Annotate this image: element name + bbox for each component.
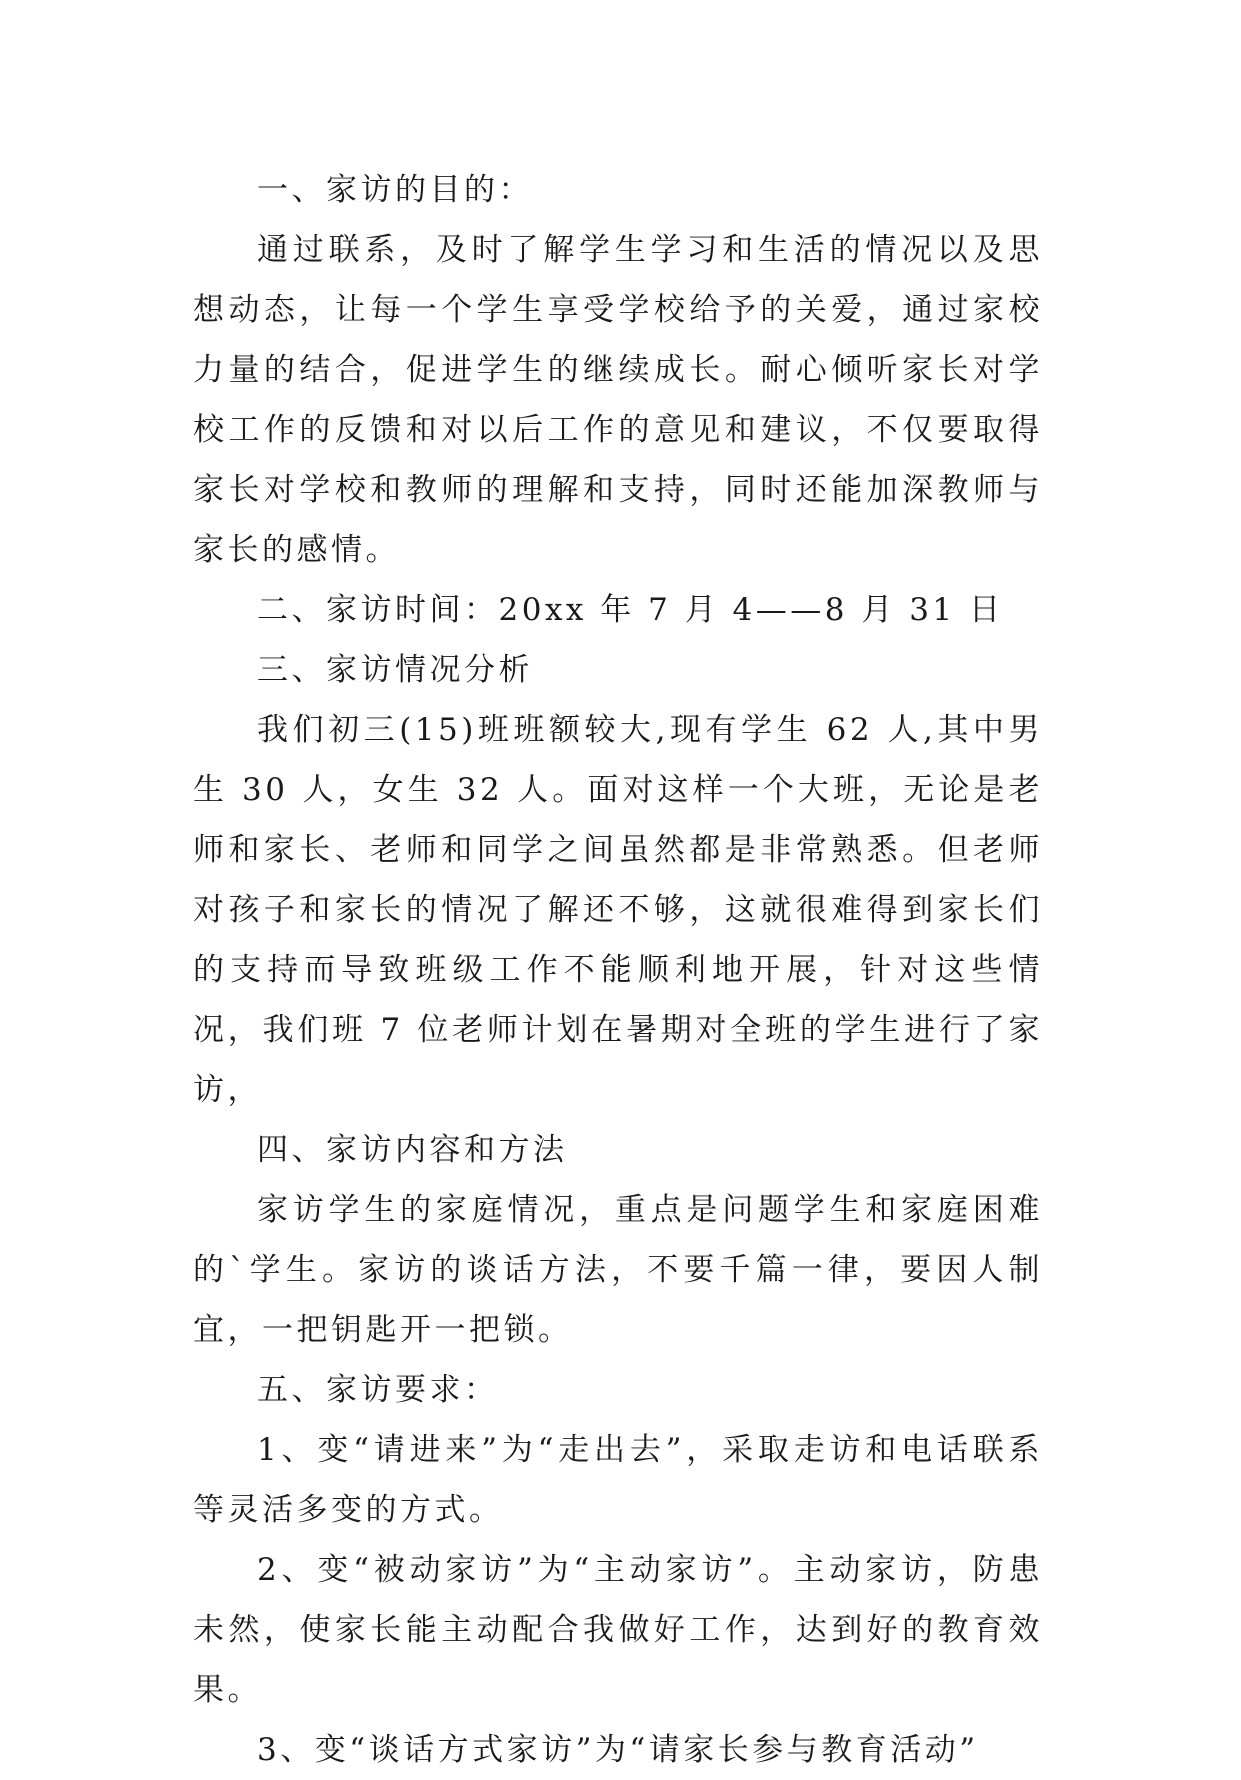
requirement-item-3: 3、变“谈话方式家访”为“请家长参与教育活动” (257, 1732, 979, 1768)
section-heading-requirements: 五、家访要求： (257, 1372, 499, 1408)
requirement-item-1: 1、变“请进来”为“走出去”，采取走访和电话联系等灵活多变的方式。 (193, 1432, 1043, 1528)
section-heading-content-method: 四、家访内容和方法 (257, 1132, 568, 1168)
section-heading-time: 二、家访时间：20xx 年 7 月 4——8 月 31 日 (257, 592, 1004, 628)
section-heading-analysis: 三、家访情况分析 (257, 652, 533, 688)
requirement-item-2: 2、变“被动家访”为“主动家访”。主动家访，防患未然，使家长能主动配合我做好工作，达到好的教育效果。 (193, 1552, 1043, 1708)
paragraph-purpose: 通过联系，及时了解学生学习和生活的情况以及思想动态，让每一个学生享受学校给予的关爱，通过家校力量的结合，促进学生的继续成长。耐心倾听家长对学校工作的反馈和对以后工作的意见和建议，不仅要取得家长对学校和教师的理解和支持，同时还能加深教师与家长的感情。 (193, 232, 1043, 568)
paragraph-analysis: 我们初三(15)班班额较大,现有学生 62 人,其中男生 30 人，女生 32 人。面对这样一个大班，无论是老师和家长、老师和同学之间虽然都是非常熟悉。但老师对孩子和家长的情况了解还不够，这就很难得到家长们的支持而导致班级工作不能顺利地开展，针对这些情况，我们班 7 位老师计划在暑期对全班的学生进行了家访， (193, 712, 1043, 1108)
document-body (193, 160, 1043, 1780)
section-heading-purpose: 一、家访的目的： (257, 172, 533, 208)
paragraph-content-method: 家访学生的家庭情况，重点是问题学生和家庭困难的`学生。家访的谈话方法，不要千篇一律，要因人制宜，一把钥匙开一把锁。 (193, 1192, 1043, 1348)
